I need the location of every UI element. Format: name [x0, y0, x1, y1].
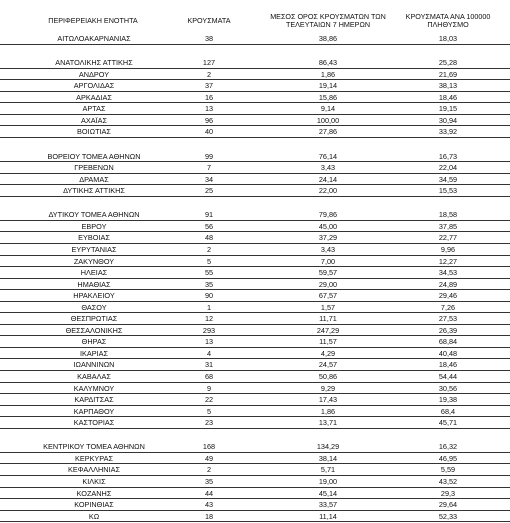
- per-100k-value: 37,85: [438, 221, 458, 231]
- table-row: [0, 151, 510, 163]
- avg-value: 134,29: [316, 442, 340, 452]
- table-row: [0, 244, 510, 256]
- table-row: [0, 57, 510, 69]
- avg-value: 50,86: [318, 372, 338, 381]
- per-100k-value: 25,28: [438, 58, 458, 68]
- cases-value: 37: [204, 81, 214, 91]
- per-100k-value: 34,53: [438, 268, 458, 278]
- group-spacer: [0, 138, 510, 151]
- region-name: ΗΡΑΚΛΕΙΟΥ: [73, 291, 115, 301]
- region-name: ΚΕΝΤΡΙΚΟΥ ΤΟΜΕΑ ΑΘΗΝΩΝ: [43, 442, 145, 452]
- per-100k-value: 7,26: [440, 302, 456, 312]
- table-row: [0, 406, 510, 418]
- per-100k-value: 30,94: [438, 115, 458, 125]
- avg-value: 37,29: [318, 233, 338, 243]
- per-100k-value: 15,53: [438, 186, 458, 196]
- per-100k-value: 9,96: [440, 244, 456, 254]
- region-name: ΑΡΓΟΛΙΔΑΣ: [73, 81, 115, 91]
- per-100k-value: 22,77: [438, 233, 458, 243]
- header-region: ΠΕΡΙΦΕΡΕΙΑΚΗ ΕΝΟΤΗΤΑ: [48, 15, 138, 25]
- cases-value: 25: [204, 186, 214, 196]
- region-name: ΔΡΑΜΑΣ: [79, 174, 109, 184]
- cases-value: 168: [202, 442, 216, 452]
- cases-value: 68: [204, 372, 214, 381]
- avg-value: 3,43: [320, 244, 336, 254]
- region-name: ΚΕΦΑΛΛΗΝΙΑΣ: [68, 465, 120, 475]
- header-cases: ΚΡΟΥΣΜΑΤΑ: [187, 15, 231, 25]
- region-name: ΙΩΑΝΝΙΝΩΝ: [73, 360, 115, 370]
- avg-value: 45,14: [318, 488, 338, 498]
- cases-value: 127: [202, 58, 216, 68]
- region-name: ΒΟΙΩΤΙΑΣ: [77, 127, 111, 137]
- cases-value: 4: [206, 348, 212, 358]
- cases-value: 34: [204, 174, 214, 184]
- cases-value: 91: [204, 210, 214, 220]
- header-avg: ΜΕΣΟΣ ΟΡΟΣ ΚΡΟΥΣΜΑΤΩΝ ΤΩΝ ΤΕΛΕΥΤΑΙΩΝ 7 ΗΜΕΡΩΝ: [270, 11, 386, 29]
- table-row: [0, 476, 510, 488]
- cases-value: 293: [202, 325, 216, 335]
- avg-value: 24,14: [318, 174, 338, 184]
- cases-value: 5: [206, 406, 212, 416]
- per-100k-value: 27,53: [438, 314, 458, 324]
- cases-value: 13: [204, 104, 214, 114]
- avg-value: 22,00: [318, 186, 338, 196]
- per-100k-value: 18,46: [438, 360, 458, 370]
- cases-value: 23: [204, 418, 214, 428]
- per-100k-value: 54,44: [438, 372, 458, 381]
- per-100k-value: 21,69: [438, 69, 458, 79]
- cases-value: 35: [204, 476, 214, 486]
- cases-value: 56: [204, 221, 214, 231]
- table-row: [0, 383, 510, 395]
- avg-value: 5,71: [320, 465, 336, 475]
- per-100k-value: 18,58: [438, 210, 458, 220]
- region-name: ΔΥΤΙΚΗΣ ΑΤΤΙΚΗΣ: [63, 186, 125, 196]
- table-row: [0, 33, 510, 45]
- per-100k-value: 43,52: [438, 476, 458, 486]
- cases-value: 18: [204, 511, 214, 521]
- cases-value: 35: [204, 279, 214, 289]
- cases-value: 96: [204, 115, 214, 125]
- per-100k-value: 18,46: [438, 92, 458, 102]
- table-row: [0, 279, 510, 291]
- region-name: ΚΑΣΤΟΡΙΑΣ: [73, 418, 115, 428]
- avg-value: 100,00: [316, 115, 340, 125]
- per-100k-value: 68,84: [438, 337, 458, 347]
- table-row: [0, 441, 510, 453]
- cases-value: 48: [204, 233, 214, 243]
- avg-value: 3,43: [320, 163, 336, 173]
- table-row: [0, 488, 510, 500]
- table-row: [0, 325, 510, 337]
- avg-value: 67,57: [318, 291, 338, 301]
- cases-value: 7: [206, 163, 212, 173]
- cases-value: 43: [204, 500, 214, 510]
- cases-value: 44: [204, 488, 214, 498]
- table-row: [0, 126, 510, 138]
- region-name: ΕΒΡΟΥ: [81, 221, 107, 231]
- avg-value: 1,86: [320, 69, 336, 79]
- table-row: [0, 359, 510, 371]
- table-row: [0, 162, 510, 174]
- table-row: [0, 499, 510, 511]
- avg-value: 79,86: [318, 210, 338, 220]
- cases-value: 99: [204, 151, 214, 161]
- cases-value: 5: [206, 256, 212, 266]
- cases-value: 12: [204, 314, 214, 324]
- avg-value: 1,57: [320, 302, 336, 312]
- table-row: [0, 232, 510, 244]
- per-100k-value: 40,48: [438, 348, 458, 358]
- per-100k-value: 52,33: [438, 511, 458, 521]
- region-name: ΑΡΚΑΔΙΑΣ: [76, 92, 112, 102]
- per-100k-value: 46,95: [438, 453, 458, 463]
- region-name: ΗΛΕΙΑΣ: [80, 268, 108, 278]
- per-100k-value: 34,59: [438, 174, 458, 184]
- region-name: ΘΕΣΠΡΩΤΙΑΣ: [70, 314, 118, 324]
- region-name: ΘΕΣΣΑΛΟΝΙΚΗΣ: [65, 325, 123, 335]
- table-row: [0, 394, 510, 406]
- avg-value: 11,57: [319, 337, 337, 347]
- table-row: [0, 348, 510, 360]
- per-100k-value: 26,39: [438, 325, 458, 335]
- avg-value: 11,71: [319, 314, 337, 324]
- table-row: [0, 302, 510, 314]
- region-name: ΚΑΛΥΜΝΟΥ: [73, 383, 115, 393]
- cases-value: 49: [204, 453, 214, 463]
- avg-value: 247,29: [316, 325, 340, 335]
- region-name: ΚΟΖΑΝΗΣ: [76, 488, 112, 498]
- per-100k-value: 24,89: [438, 279, 458, 289]
- per-100k-value: 16,73: [438, 151, 458, 161]
- table-row: [0, 453, 510, 465]
- region-name: ΖΑΚΥΝΘΟΥ: [73, 256, 115, 266]
- avg-value: 19,00: [318, 476, 338, 486]
- table-row: [0, 185, 510, 197]
- region-name: ΑΝΑΤΟΛΙΚΗΣ ΑΤΤΙΚΗΣ: [55, 58, 133, 68]
- region-name: ΚΑΡΔΙΤΣΑΣ: [74, 395, 114, 405]
- table-row: [0, 267, 510, 279]
- avg-value: 38,86: [318, 34, 338, 43]
- region-name: ΚΑΡΠΑΘΟΥ: [73, 406, 115, 416]
- per-100k-value: 33,92: [438, 127, 458, 137]
- region-name: ΑΡΤΑΣ: [82, 104, 106, 114]
- table-row: [0, 92, 510, 104]
- avg-value: 76,14: [318, 151, 338, 161]
- cases-value: 90: [204, 291, 214, 301]
- avg-value: 13,71: [318, 418, 338, 428]
- avg-value: 9,14: [320, 104, 336, 114]
- region-name: ΚΙΛΚΙΣ: [82, 476, 106, 486]
- per-100k-value: 19,15: [438, 104, 458, 114]
- cases-value: 9: [206, 383, 212, 393]
- region-name: ΚΩ: [88, 511, 100, 521]
- region-name: ΑΙΤΩΛΟΑΚΑΡΝΑΝΙΑΣ: [57, 34, 131, 43]
- avg-value: 1,86: [320, 406, 336, 416]
- region-name: ΘΑΣΟΥ: [81, 302, 107, 312]
- per-100k-value: 18,03: [438, 34, 458, 43]
- cases-value: 2: [206, 465, 212, 475]
- avg-value: 86,43: [318, 58, 338, 68]
- cases-value: 55: [204, 268, 214, 278]
- cases-value: 40: [204, 127, 214, 137]
- region-name: ΑΝΔΡΟΥ: [78, 69, 110, 79]
- cases-value: 16: [204, 92, 214, 102]
- per-100k-value: 30,56: [438, 383, 458, 393]
- avg-value: 29,00: [318, 279, 338, 289]
- region-name: ΕΥΒΟΙΑΣ: [78, 233, 110, 243]
- per-100k-value: 29,3: [440, 488, 456, 498]
- cases-value: 2: [206, 244, 212, 254]
- per-100k-value: 29,64: [438, 500, 458, 510]
- cases-value: 22: [204, 395, 214, 405]
- cases-value: 2: [206, 69, 212, 79]
- region-name: ΚΟΡΙΝΘΙΑΣ: [74, 500, 114, 510]
- avg-value: 45,00: [318, 221, 338, 231]
- avg-value: 33,57: [318, 500, 338, 510]
- region-name: ΒΟΡΕΙΟΥ ΤΟΜΕΑ ΑΘΗΝΩΝ: [47, 151, 141, 161]
- cases-value: 13: [204, 337, 214, 347]
- group-spacer: [0, 197, 510, 210]
- table-row: [0, 290, 510, 302]
- cases-value: 31: [204, 360, 214, 370]
- avg-value: 59,57: [318, 268, 338, 278]
- per-100k-value: 68,4: [440, 406, 456, 416]
- region-name: ΔΥΤΙΚΟΥ ΤΟΜΕΑ ΑΘΗΝΩΝ: [48, 210, 140, 220]
- avg-value: 4,29: [320, 348, 336, 358]
- header-per-100k: ΚΡΟΥΣΜΑΤΑ ΑΝΑ 100000 ΠΛΗΘΥΣΜΟ: [405, 11, 491, 29]
- avg-value: 17,43: [318, 395, 338, 405]
- per-100k-value: 45,71: [438, 418, 458, 428]
- table-body: [0, 33, 510, 522]
- per-100k-value: 29,46: [438, 291, 458, 301]
- table-row: [0, 371, 510, 383]
- table-row: [0, 221, 510, 233]
- region-name: ΙΚΑΡΙΑΣ: [79, 348, 109, 358]
- cases-value: 38: [204, 34, 214, 43]
- avg-value: 27,86: [318, 127, 338, 137]
- table-row: [0, 80, 510, 92]
- region-name: ΘΗΡΑΣ: [81, 337, 107, 347]
- group-spacer: [0, 429, 510, 442]
- per-100k-value: 5,59: [440, 465, 456, 475]
- region-name: ΕΥΡΥΤΑΝΙΑΣ: [71, 244, 117, 254]
- table-row: [0, 313, 510, 325]
- cases-value: 1: [206, 302, 212, 312]
- table-row: [0, 336, 510, 348]
- per-100k-value: 38,13: [438, 81, 458, 91]
- table-row: [0, 174, 510, 186]
- avg-value: 11,14: [319, 511, 337, 521]
- avg-value: 9,29: [320, 383, 336, 393]
- region-name: ΗΜΑΘΙΑΣ: [77, 279, 111, 289]
- table-row: [0, 417, 510, 429]
- avg-value: 24,57: [318, 360, 338, 370]
- table-row: [0, 69, 510, 81]
- avg-value: 19,14: [318, 81, 338, 91]
- per-100k-value: 12,27: [438, 256, 458, 266]
- table-row: [0, 209, 510, 221]
- table-row: [0, 115, 510, 127]
- per-100k-value: 22,04: [438, 163, 458, 173]
- region-name: ΚΑΒΑΛΑΣ: [77, 372, 111, 381]
- table-row: [0, 103, 510, 115]
- region-name: ΓΡΕΒΕΝΩΝ: [74, 163, 114, 173]
- avg-value: 38,14: [318, 453, 338, 463]
- region-name: ΚΕΡΚΥΡΑΣ: [74, 453, 114, 463]
- avg-value: 7,00: [320, 256, 336, 266]
- avg-value: 15,86: [318, 92, 338, 102]
- group-spacer: [0, 45, 510, 58]
- table-row: [0, 464, 510, 476]
- table-row: [0, 511, 510, 523]
- region-name: ΑΧΑΪΑΣ: [80, 115, 107, 125]
- per-100k-value: 16,32: [438, 442, 458, 452]
- per-100k-value: 19,38: [438, 395, 458, 405]
- table-row: [0, 256, 510, 268]
